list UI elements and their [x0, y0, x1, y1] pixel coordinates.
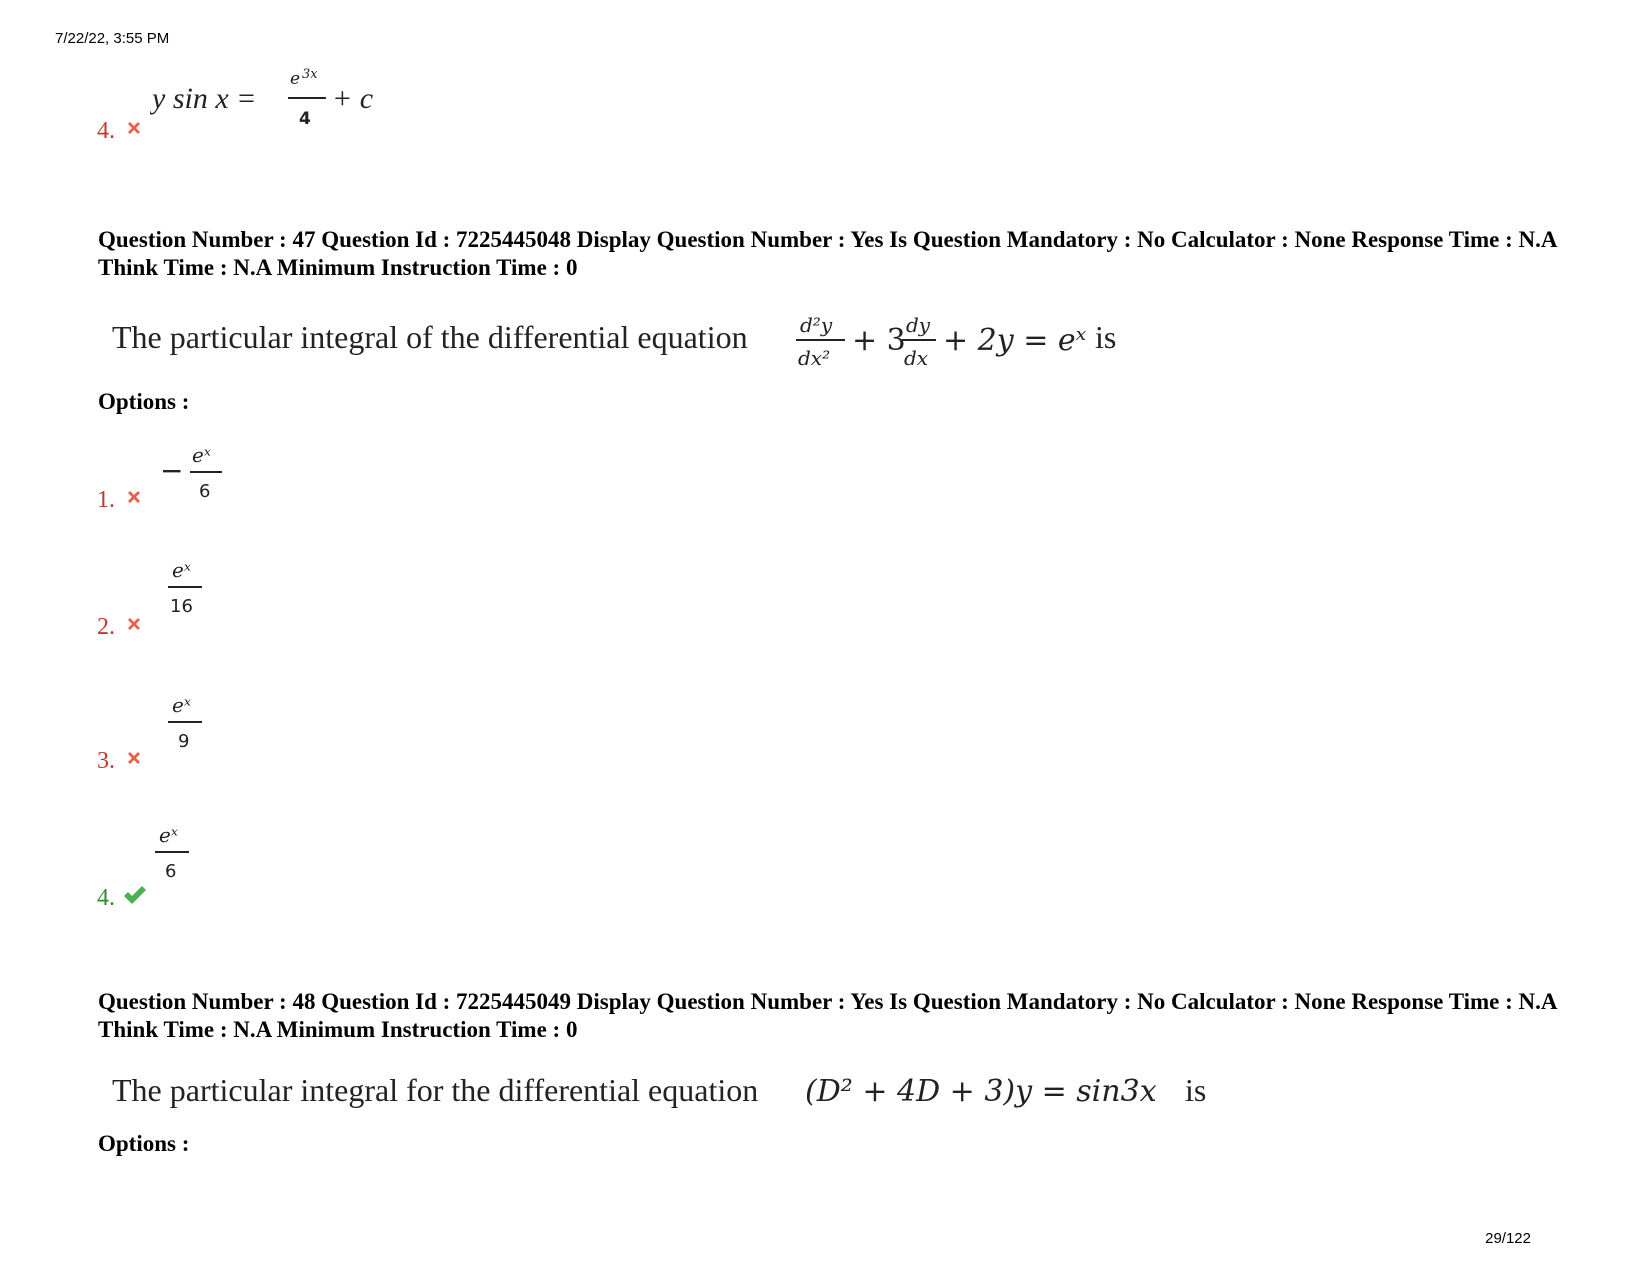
- q47-plus3: + 3: [852, 323, 906, 358]
- option-number: 4.: [97, 885, 115, 911]
- option-number: 2.: [97, 614, 115, 640]
- question-48-meta: Question Number : 48 Question Id : 7225445049 Display Question Number : Yes Is Question Mandatory : No Calculator : None Response Time : N.A Think Time : N.A Minimum Instruction Time : 0: [98, 989, 1557, 1042]
- opt3-den: 9: [178, 731, 190, 752]
- question-47-text: [110, 310, 1130, 380]
- opt3-num: eˣ: [172, 693, 191, 717]
- q47-f1-num: d²y: [800, 313, 833, 337]
- page-number: 29/122: [1485, 1230, 1531, 1247]
- q48-text-prefix: The particular integral for the differential equation: [112, 1072, 759, 1108]
- opt1-sign: −: [160, 454, 184, 487]
- q47-option-3: [97, 748, 115, 775]
- q47-option-3-expression: [168, 690, 228, 760]
- q47-option-1-expression: [160, 440, 240, 510]
- q47-f1-den: dx²: [798, 346, 831, 370]
- prev-option-4: [97, 118, 115, 145]
- q47-f2-den: dx: [904, 346, 929, 370]
- q47-option-4: [97, 885, 115, 912]
- q47-option-4-expression: [155, 820, 215, 890]
- q48-options-label: Options :: [98, 1131, 190, 1156]
- opt4-num: eˣ: [159, 823, 178, 847]
- expr-num-base: e: [290, 69, 301, 89]
- option-number: 1.: [97, 487, 115, 513]
- opt2-num: eˣ: [172, 558, 191, 582]
- expr-lhs: y sin x =: [152, 82, 257, 115]
- prev-option-4-expression: [150, 68, 400, 138]
- expr-num-sup: 3x: [302, 68, 318, 82]
- opt1-den: 6: [199, 481, 211, 502]
- q47-option-2-expression: [168, 555, 228, 625]
- q47-text-prefix: The particular integral of the differential equation: [112, 319, 748, 355]
- q48-equation: (D² + 4D + 3)y = sin3x: [805, 1074, 1157, 1109]
- q48-text-suffix: is: [1185, 1072, 1207, 1108]
- opt1-num: eˣ: [192, 443, 211, 467]
- expr-den: 4: [299, 109, 311, 129]
- question-48-text: [110, 1065, 1220, 1125]
- option-number: 3.: [97, 748, 115, 774]
- opt4-den: 6: [165, 861, 177, 882]
- q47-options-label: Options :: [98, 389, 190, 414]
- cross-icon: [124, 118, 144, 138]
- question-47-meta: Question Number : 47 Question Id : 7225445048 Display Question Number : Yes Is Question Mandatory : No Calculator : None Response Time : N.A Think Time : N.A Minimum Instruction Time : 0: [98, 227, 1557, 280]
- q47-option-1: [97, 487, 115, 514]
- check-icon: [122, 884, 148, 906]
- q47-text-suffix: is: [1095, 319, 1117, 355]
- expr-rhs: + c: [332, 82, 374, 115]
- cross-icon: [124, 487, 144, 507]
- cross-icon: [124, 614, 144, 634]
- q47-f2-num: dy: [906, 313, 931, 337]
- cross-icon: [124, 748, 144, 768]
- print-timestamp: 7/22/22, 3:55 PM: [55, 30, 170, 47]
- q47-eq-rest: + 2y = eˣ: [943, 323, 1087, 358]
- q47-option-2: [97, 614, 115, 641]
- opt2-den: 16: [170, 596, 193, 617]
- option-number: 4.: [97, 118, 115, 144]
